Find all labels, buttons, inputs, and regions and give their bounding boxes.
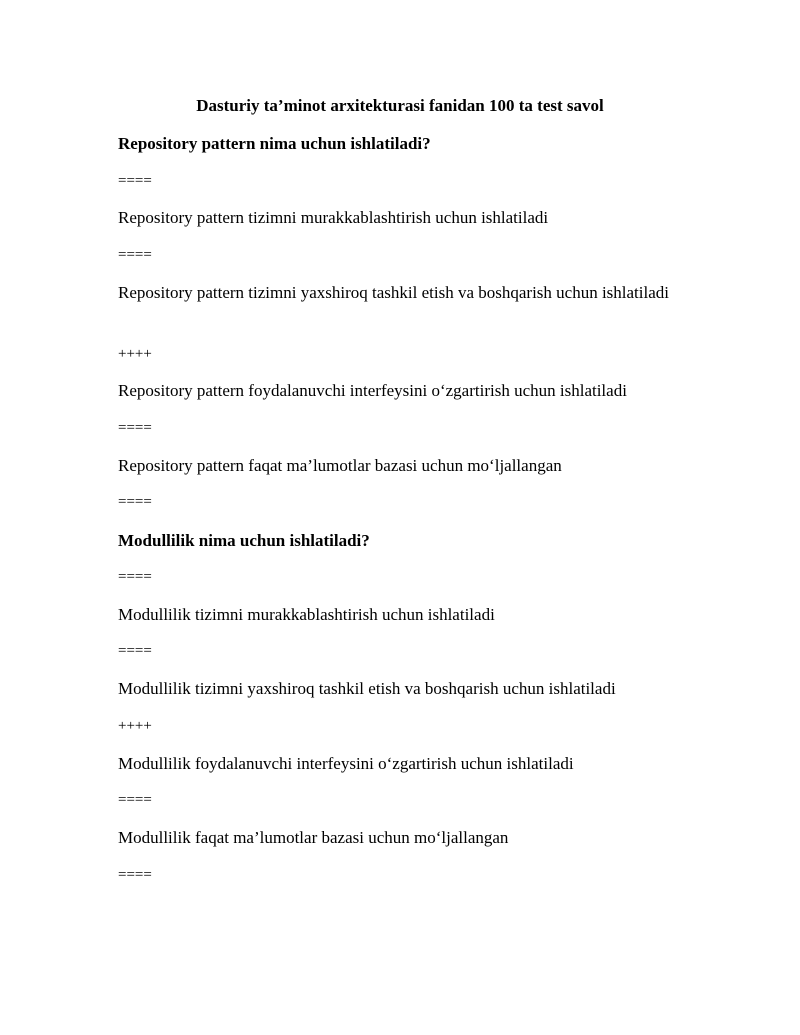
answer-marker: ====: [118, 569, 152, 585]
answer-option: Modullilik foydalanuvchi interfeysini o‘zgartirish uchun ishlatiladi: [118, 754, 574, 773]
question-2: Modullilik nima uchun ishlatiladi?: [118, 531, 370, 550]
answer-marker: ====: [118, 643, 152, 659]
answer-option: Repository pattern faqat ma’lumotlar bazasi uchun mo‘ljallangan: [118, 456, 562, 475]
end-marker: ====: [118, 867, 152, 883]
answer-marker: ====: [118, 247, 152, 263]
answer-marker: ====: [118, 792, 152, 808]
answer-marker: ====: [118, 173, 152, 189]
answer-option: Repository pattern foydalanuvchi interfeysini o‘zgartirish uchun ishlatiladi: [118, 381, 627, 400]
answer-option: Modullilik tizimni murakkablashtirish uchun ishlatiladi: [118, 605, 495, 624]
answer-marker-correct: ++++: [118, 718, 152, 734]
answer-option: Modullilik faqat ma’lumotlar bazasi uchun mo‘ljallangan: [118, 828, 509, 847]
answer-option: Repository pattern tizimni murakkablashtirish uchun ishlatiladi: [118, 208, 549, 227]
end-marker: ====: [118, 494, 152, 510]
answer-option: Repository pattern tizimni yaxshiroq tashkil etish va boshqarish uchun ishlatiladi: [118, 283, 669, 302]
answer-marker-correct: ++++: [118, 346, 152, 362]
answer-option: Modullilik tizimni yaxshiroq tashkil etish va boshqarish uchun ishlatiladi: [118, 679, 616, 698]
document-title: Dasturiy ta’minot arxitekturasi fanidan 100 ta test savol: [196, 96, 604, 115]
question-1: Repository pattern nima uchun ishlatiladi?: [118, 134, 431, 153]
answer-marker: ====: [118, 420, 152, 436]
